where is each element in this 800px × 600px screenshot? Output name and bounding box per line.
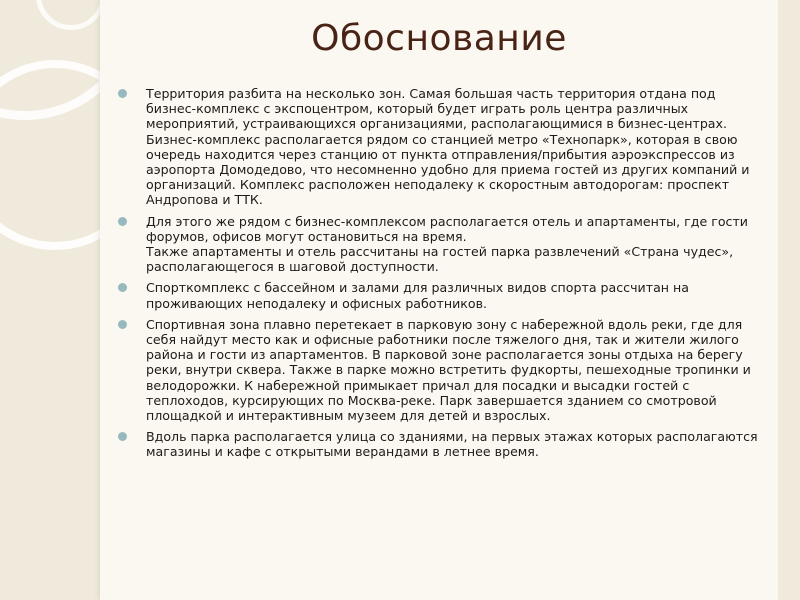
bullet-text: Для этого же рядом с бизнес-комплексом располагается отель и апартаменты, где гости форумов, офисов могут остановиться на время. — [146, 213, 748, 244]
background-right-strip — [778, 0, 800, 600]
bullet-text: Спорткомплекс с бассейном и залами для различных видов спорта рассчитан на проживающих неподалеку и офисных работников. — [146, 280, 689, 311]
bullet-dot-icon — [118, 320, 127, 329]
bullet-text: Вдоль парка располагается улица со зданиями, на первых этажах которых располагаются магазины и кафе с открытыми верандами в летнее время. — [146, 429, 758, 460]
bullet-dot-icon — [118, 283, 127, 292]
bullet-item — [118, 214, 758, 275]
bullet-list — [118, 86, 758, 466]
bullet-item — [118, 280, 758, 310]
bullet-item — [118, 86, 758, 208]
bullet-dot-icon — [118, 432, 127, 441]
bullet-item — [118, 429, 758, 459]
bullet-dot-icon — [118, 217, 127, 226]
bullet-text: Спортивная зона плавно перетекает в парковую зону с набережной вдоль реки, где для себя найдут место как и офисные работники после тяжелого дня, так и жители жилого района и гости из апартаментов. В парковой зоне располагается зоны отдыха на берегу реки, внутри сквера. Также в парке можно встретить фудкорты, пешеходные тропинки и велодорожки. К набережной примыкает причал для посадки и высадки гостей с теплоходов, курсирующих по Москва-реке. Парк завершается зданием со смотровой площадкой и интерактивным музеем для детей и взрослых. — [146, 316, 751, 424]
slide-title: Обоснование — [311, 18, 567, 59]
bullet-text: Территория разбита на несколько зон. Самая большая часть территория отдана под бизнес-комплекс с экспоцентром, который будет играть роль центра различных мероприятий, устраивающихся организациями, располагающимися в бизнес-центрах. Бизнес-комплекс располагается рядом со станцией метро «Технопарк», которая в свою очередь находится через станцию от пункта отправления/прибытия аэроэкспрессов из аэропорта Домодедово, что несомненно удобно для приема гостей из других компаний и организаций. Комплекс расположен неподалеку к скоростным автодорогам: проспект Андропова и ТТК. — [146, 86, 750, 208]
bullet-text-continuation: Также апартаменты и отель рассчитаны на гостей парка развлечений «Страна чудес», располагающегося в шаговой доступности. — [146, 244, 734, 275]
bullet-item — [118, 317, 758, 423]
bullet-dot-icon — [118, 89, 127, 98]
